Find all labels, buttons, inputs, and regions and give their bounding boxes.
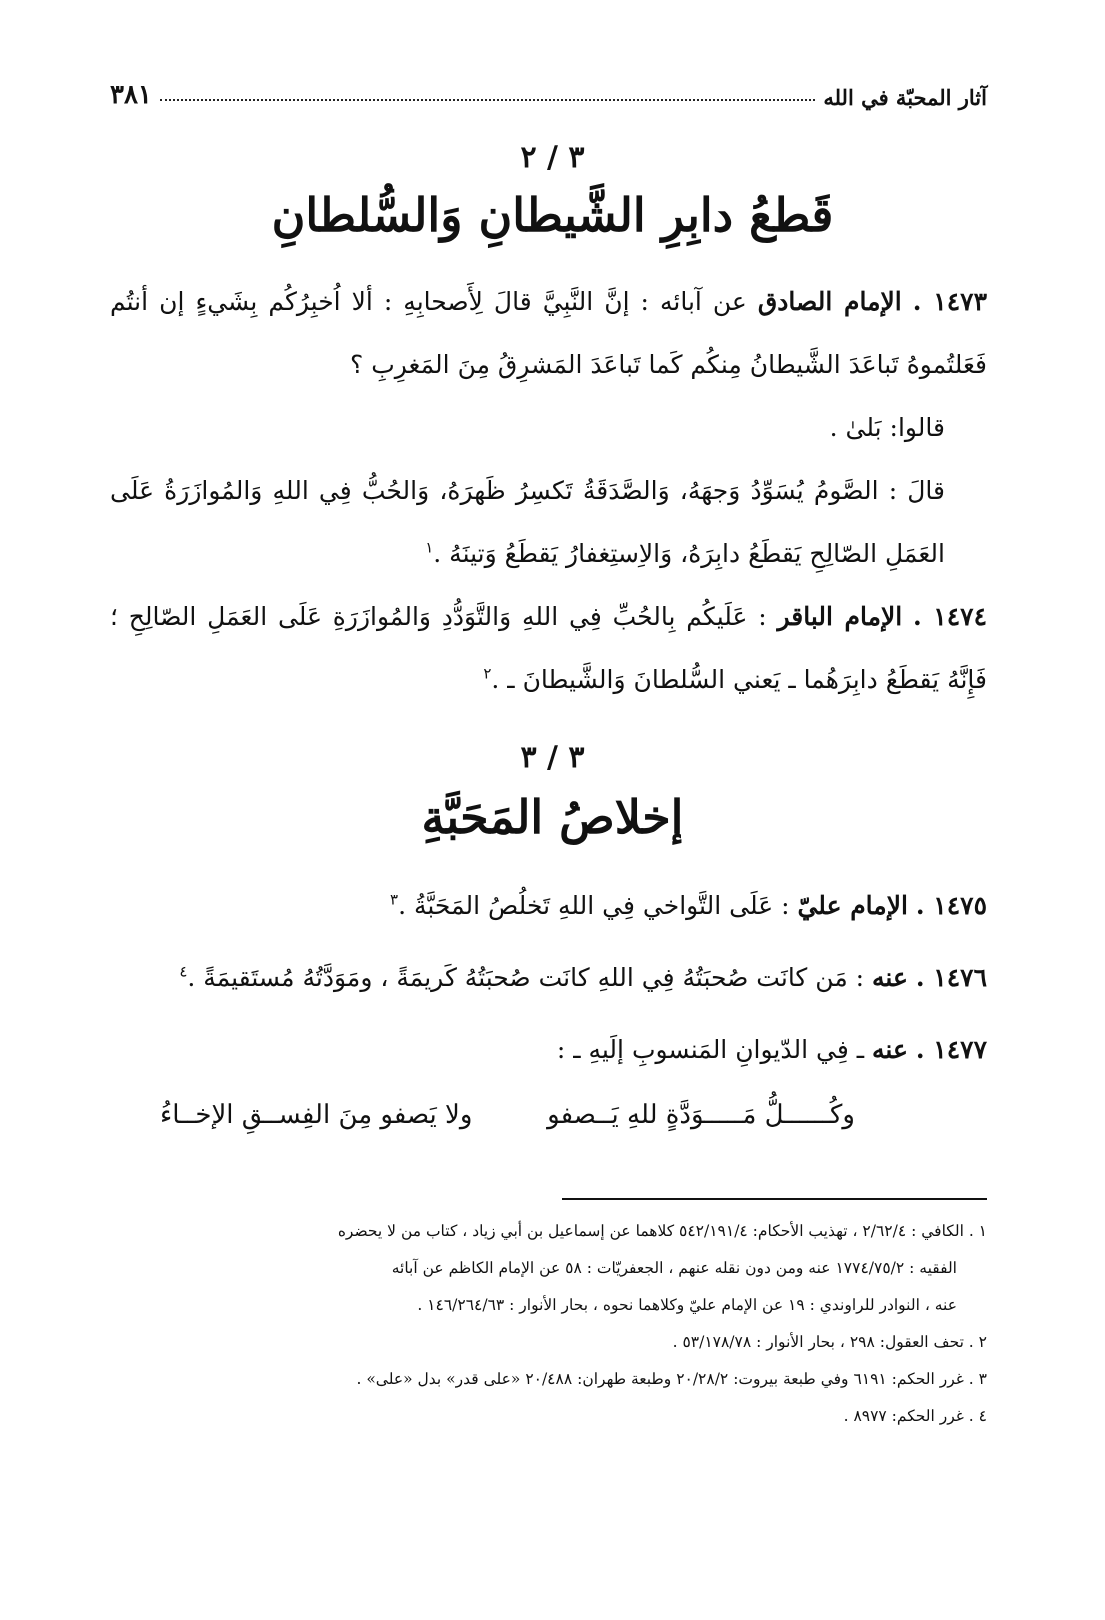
footnote: ١ . الكافي : ٢/٦٢/٤ ، تهذيب الأحكام: ٥٤٢/١٩١/٤ كلاهما عن إسماعيل بن أبي زياد ، كتاب من لا يحضره — [337, 1222, 987, 1240]
section-number: ٣ / ٣ — [520, 740, 585, 775]
hadith-narrator: الإمام الباقر — [777, 602, 903, 631]
section-body — [110, 270, 987, 711]
footnotes — [110, 1213, 987, 1435]
hadith-line — [110, 459, 987, 585]
hadith-entry — [110, 270, 987, 396]
hadith-number: ١٤٧٦ . — [915, 963, 987, 992]
section-number: ٣ / ٢ — [520, 140, 585, 175]
footnote-ref: ٢ — [483, 664, 492, 683]
hadith-text: عن آبائه : إنَّ النَّبِيَّ قالَ لِأَصحابِهِ : ألا اُخبِرُكُم بِشَيءٍ إن أنتُم فَعَلتُموهُ تَباعَدَ الشَّيطانُ مِنكُم كَما تَباعَدَ المَشرِقُ مِنَ المَغرِبِ ؟ — [110, 287, 987, 379]
section-title: قَطعُ دابِرِ الشَّيطانِ وَالسُّلطانِ — [271, 188, 834, 242]
section-body — [110, 870, 987, 1086]
hadith-line: قالوا: بَلىٰ . — [829, 413, 945, 442]
footnote-divider — [562, 1198, 987, 1200]
hadith-text: قالَ : الصَّومُ يُسَوِّدُ وَجهَهُ، وَالصَّدَقَةُ تَكسِرُ ظَهرَهُ، وَالحُبُّ فِي اللهِ وَالمُوازَرَةُ عَلَى العَمَلِ الصّالِحِ يَقطَعُ دابِرَهُ، وَالاِستِغفارُ يَقطَعُ وَتينَهُ . — [110, 476, 945, 568]
hadith-number: ١٤٧٥ . — [915, 891, 987, 920]
header-leader-dots — [160, 99, 815, 101]
poem-verse — [160, 1100, 855, 1160]
hadith-number: ١٤٧٤ . — [913, 602, 987, 631]
footnote: ٣ . غرر الحكم: ٦١٩١ وفي طبعة بيروت: ٢٠/٢٨/٢ وطبعة طهران: ٢٠/٤٨٨ «على قدر» بدل «على» . — [356, 1370, 987, 1388]
hadith-narrator: عنه — [872, 1035, 908, 1064]
footnote-ref: ١ — [425, 538, 434, 557]
hadith-entry — [110, 942, 987, 1014]
hadith-entry — [110, 585, 987, 711]
running-title: آثار المحبّة في الله — [823, 85, 987, 110]
hadith-narrator: عنه — [872, 963, 908, 992]
running-header — [110, 70, 987, 110]
hadith-text: : عَلَى التَّواخي فِي اللهِ تَخلُصُ المَحَبَّةُ . — [398, 891, 790, 920]
poem-hemistich-first: وكُــــــلُّ مَـــــوَدَّةٍ للهِ يَــصفو — [547, 1100, 855, 1130]
footnote: ٢ . تحف العقول: ٢٩٨ ، بحار الأنوار : ٥٣/١٧٨/٧٨ . — [672, 1333, 987, 1351]
hadith-entry — [110, 1014, 987, 1086]
footnote-continuation: عنه ، النوادر للراوندي : ١٩ عن الإمام عليّ وكلاهما نحوه ، بحار الأنوار : ١٤٦/٢٦٤/٦٣ . — [417, 1296, 957, 1314]
hadith-text: : عَلَيكُم بِالحُبِّ فِي اللهِ وَالتَّوَدُّدِ وَالمُوازَرَةِ عَلَى العَمَلِ الصّالِحِ ؛ فَإِنَّهُ يَقطَعُ دابِرَهُما ـ يَعني السُّلطانَ وَالشَّيطانَ ـ . — [110, 602, 987, 694]
poem-hemistich-second: ولا يَصفو مِنَ الفِســقِ الإخــاءُ — [160, 1100, 473, 1130]
footnote: ٤ . غرر الحكم: ٨٩٧٧ . — [843, 1407, 987, 1425]
hadith-text: ـ فِي الدّيوانِ المَنسوبِ إلَيهِ ـ : — [556, 1035, 865, 1064]
section-title: إخلاصُ المَحَبَّةِ — [421, 790, 684, 844]
hadith-number: ١٤٧٧ . — [915, 1035, 987, 1064]
footnote-ref: ٣ — [390, 890, 399, 909]
hadith-number: ١٤٧٣ . — [912, 287, 987, 316]
hadith-entry — [110, 870, 987, 942]
hadith-text: : مَن كانَت صُحبَتُهُ فِي اللهِ كانَت صُحبَتُهُ كَريمَةً ، ومَوَدَّتُهُ مُستَقيمَةً . — [187, 963, 865, 992]
hadith-narrator: الإمام عليّ — [797, 891, 908, 920]
page-number: ٣٨١ — [110, 80, 152, 110]
footnote-ref: ٤ — [179, 962, 188, 981]
hadith-narrator: الإمام الصادق — [757, 287, 902, 316]
footnote-continuation: الفقيه : ١٧٧٤/٧٥/٢ عنه ومن دون نقله عنهم ، الجعفريّات : ٥٨ عن الإمام الكاظم عن آبائه — [391, 1259, 957, 1277]
